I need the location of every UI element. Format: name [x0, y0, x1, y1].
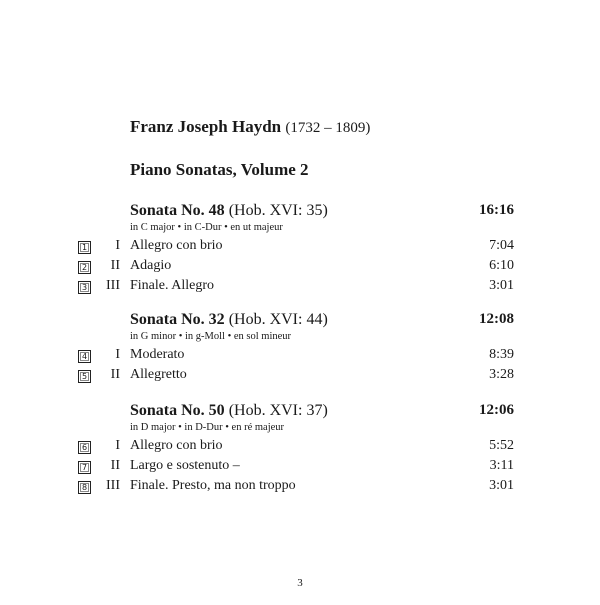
track-number: 2 — [78, 261, 91, 274]
movement-title: Largo e sostenuto – — [130, 458, 240, 473]
movement-time: 8:39 — [489, 347, 514, 362]
sonata-total-time: 12:08 — [479, 311, 514, 327]
track-number: 5 — [78, 370, 91, 383]
sonata-keys: in G minor • in g-Moll • en sol mineur — [130, 331, 292, 342]
movement-title: Allegretto — [130, 367, 187, 382]
movement-time: 3:01 — [489, 478, 514, 493]
sonata-keys: in D major • in D-Dur • en ré majeur — [130, 422, 285, 433]
movement-numeral: II — [110, 367, 120, 382]
movement-title: Adagio — [130, 258, 172, 273]
movement-title: Allegro con brio — [130, 238, 223, 253]
movement-numeral: I — [115, 238, 120, 253]
sonata-keys: in C major • in C-Dur • en ut majeur — [130, 222, 283, 233]
composer-name: Franz Joseph Haydn — [130, 117, 282, 136]
composer-dates: (1732 – 1809) — [285, 120, 371, 136]
track-number: 8 — [78, 481, 91, 494]
movement-title: Allegro con brio — [130, 438, 223, 453]
sonata-heading — [130, 402, 328, 420]
movement-row[interactable] — [0, 258, 600, 278]
movement-row[interactable] — [0, 278, 600, 298]
composer-heading — [130, 117, 370, 137]
track-number: 3 — [78, 281, 91, 294]
sonata-heading — [130, 311, 328, 329]
movement-title: Moderato — [130, 347, 185, 362]
collection-title: Piano Sonatas, Volume 2 — [130, 160, 309, 179]
sonata-total-time: 12:06 — [479, 402, 514, 418]
sonata-title: Sonata No. 32 — [130, 311, 225, 328]
movement-row[interactable] — [0, 367, 600, 387]
movement-row[interactable] — [0, 347, 600, 367]
sonata-catalog: (Hob. XVI: 37) — [228, 402, 328, 419]
movement-numeral: III — [106, 478, 120, 493]
sonata-catalog: (Hob. XVI: 44) — [228, 311, 328, 328]
movement-time: 3:01 — [489, 278, 514, 293]
movement-numeral: I — [115, 438, 120, 453]
sonata-title: Sonata No. 50 — [130, 402, 225, 419]
track-number: 4 — [78, 350, 91, 363]
movement-time: 5:52 — [489, 438, 514, 453]
movement-time: 7:04 — [489, 238, 514, 253]
movement-row[interactable] — [0, 478, 600, 498]
track-number: 7 — [78, 461, 91, 474]
movement-title: Finale. Presto, ma non troppo — [130, 478, 296, 493]
movement-row[interactable] — [0, 438, 600, 458]
movement-time: 6:10 — [489, 258, 514, 273]
movement-numeral: II — [110, 458, 120, 473]
movement-time: 3:28 — [489, 367, 514, 382]
sonata-title: Sonata No. 48 — [130, 202, 225, 219]
movement-numeral: I — [115, 347, 120, 362]
movement-numeral: III — [106, 278, 120, 293]
sonata-heading — [130, 202, 328, 220]
movement-time: 3:11 — [489, 458, 514, 473]
movement-row[interactable] — [0, 458, 600, 478]
movement-row[interactable] — [0, 238, 600, 258]
sonata-catalog: (Hob. XVI: 35) — [228, 202, 328, 219]
track-number: 1 — [78, 241, 91, 254]
track-number: 6 — [78, 441, 91, 454]
sonata-total-time: 16:16 — [479, 202, 514, 218]
movement-numeral: II — [110, 258, 120, 273]
movement-title: Finale. Allegro — [130, 278, 214, 293]
page-number: 3 — [297, 577, 303, 589]
